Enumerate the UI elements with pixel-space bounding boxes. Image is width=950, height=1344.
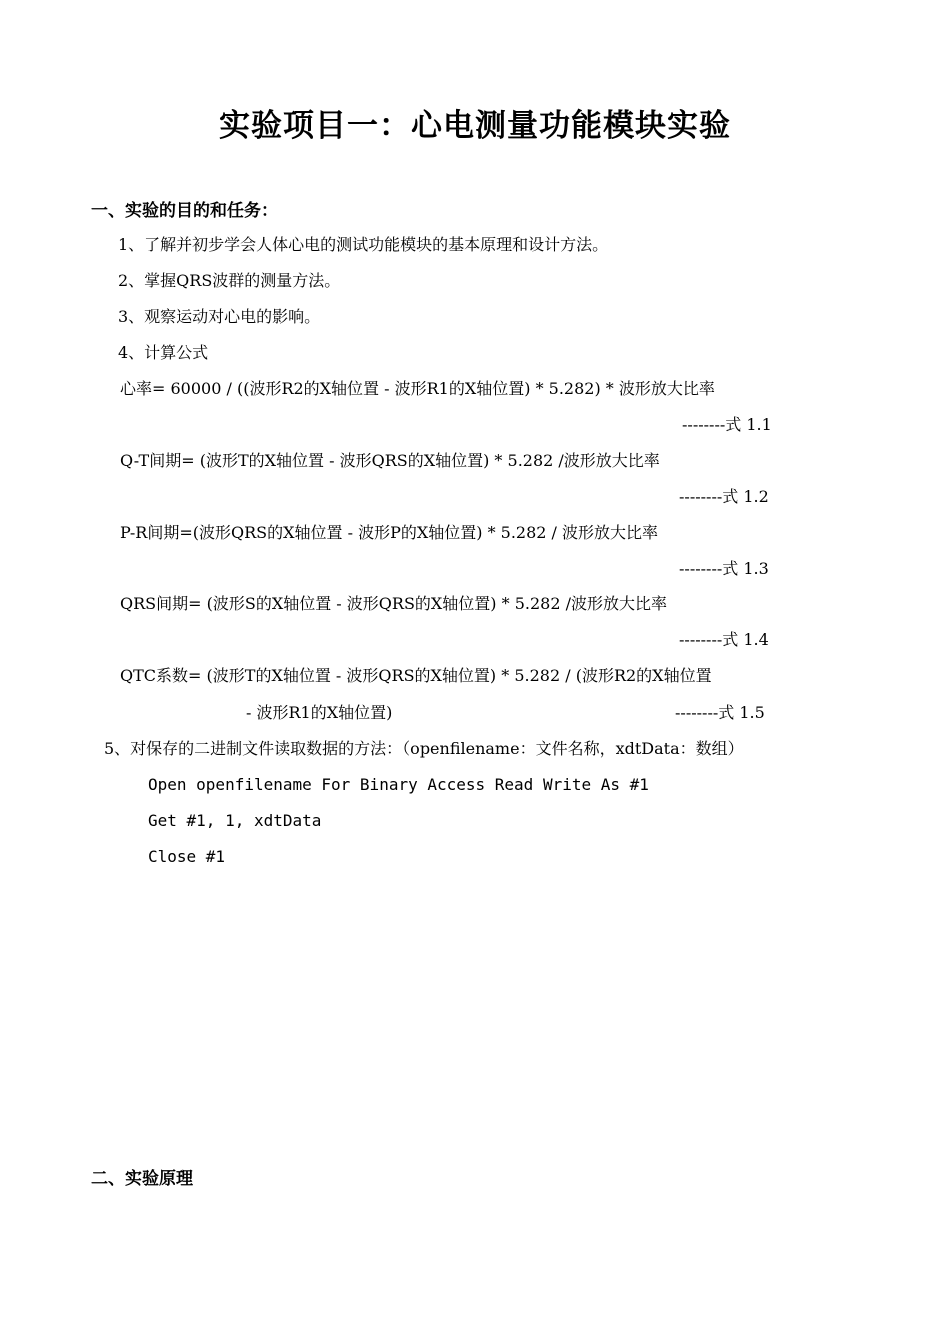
- formula-label-1-1: --------式 1.1: [682, 415, 772, 434]
- page-title: 实验项目一：心电测量功能模块实验: [219, 108, 731, 144]
- formula-qt-interval: Q-T间期= (波形T的X轴位置 - 波形QRS的X轴位置) * 5.282 /波形放大比率: [120, 451, 660, 470]
- formula-heart-rate: 心率= 60000 / ((波形R2的X轴位置 - 波形R1的X轴位置) * 5.282) * 波形放大比率: [120, 379, 715, 398]
- objective-item-1: 1、了解并初步学会人体心电的测试功能模块的基本原理和设计方法。: [118, 235, 609, 254]
- formula-qtc: QTC系数= (波形T的X轴位置 - 波形QRS的X轴位置) * 5.282 / (波形R2的X轴位置: [120, 666, 712, 685]
- section-heading-principle: 二、实验原理: [91, 1169, 193, 1189]
- objective-item-2: 2、掌握QRS波群的测量方法。: [118, 271, 341, 290]
- objective-item-4: 4、计算公式: [118, 343, 209, 362]
- formula-qrs-interval: QRS间期= (波形S的X轴位置 - 波形QRS的X轴位置) * 5.282 /波形放大比率: [120, 594, 668, 613]
- code-line-close: Close #1: [148, 847, 226, 866]
- formula-label-1-3: --------式 1.3: [679, 559, 769, 578]
- formula-pr-interval: P-R间期=(波形QRS的X轴位置 - 波形P的X轴位置) * 5.282 / 波形放大比率: [120, 523, 659, 542]
- formula-label-1-5: --------式 1.5: [675, 703, 765, 722]
- objective-item-3: 3、观察运动对心电的影响。: [118, 307, 321, 326]
- section-heading-objectives: 一、实验的目的和任务：: [91, 201, 278, 221]
- code-line-get: Get #1, 1, xdtData: [148, 811, 322, 830]
- formula-label-1-2: --------式 1.2: [679, 487, 769, 506]
- objective-item-5: 5、对保存的二进制文件读取数据的方法：（openfilename：文件名称，xdtData：数组）: [104, 739, 744, 758]
- formula-qtc-continuation: - 波形R1的X轴位置): [246, 703, 393, 722]
- code-line-open: Open openfilename For Binary Access Read Write As #1: [148, 775, 649, 794]
- formula-label-1-4: --------式 1.4: [679, 630, 769, 649]
